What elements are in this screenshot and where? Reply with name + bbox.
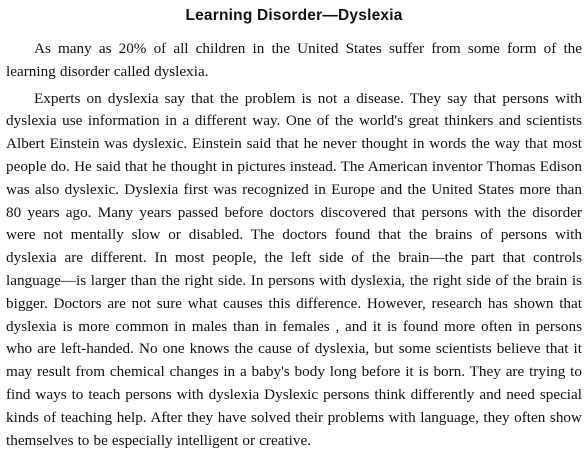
paragraph-intro: As many as 20% of all children in the United States suffer from some form of the learning disorder called dyslexia. <box>6 40 582 80</box>
paragraph-experts: Experts on dyslexia say that the problem is not a disease. They say that persons with dyslexia use information in a different way. One of the world's great thinkers and scientists Albert Einstein was dyslexic. Einstein said that he never thought in words the way that most people do. He said that he thought in pictures instead. The American inventor Thomas Edison was also dyslexic. Dyslexia first was recognized in Europe and the United States more than 80 years ago. Many years passed before doctors discovered that persons with the disorder were not mentally slow or disabled. The doctors found that the brains of persons with dyslexia are different. In most people, the left side of the brain—the part that controls language—is larger than the right side. In persons with dyslexia, the right side of the brain is bigger. Doctors are not sure what causes this difference. However, research has shown that dyslexia is more common in males than in females , and it is found more often in persons who are left-handed. No one knows the cause of dyslexia, but some scientists believe that it may result from chemical changes in a baby's body long before it is born. They are trying to find ways to teach persons with dyslexia Dyslexic persons think differently and need special kinds of teaching help. After they have solved their problems with language, they often show themselves to be especially intelligent or creative. <box>6 89 582 449</box>
page-title: Learning Disorder—Dyslexia <box>185 7 403 24</box>
